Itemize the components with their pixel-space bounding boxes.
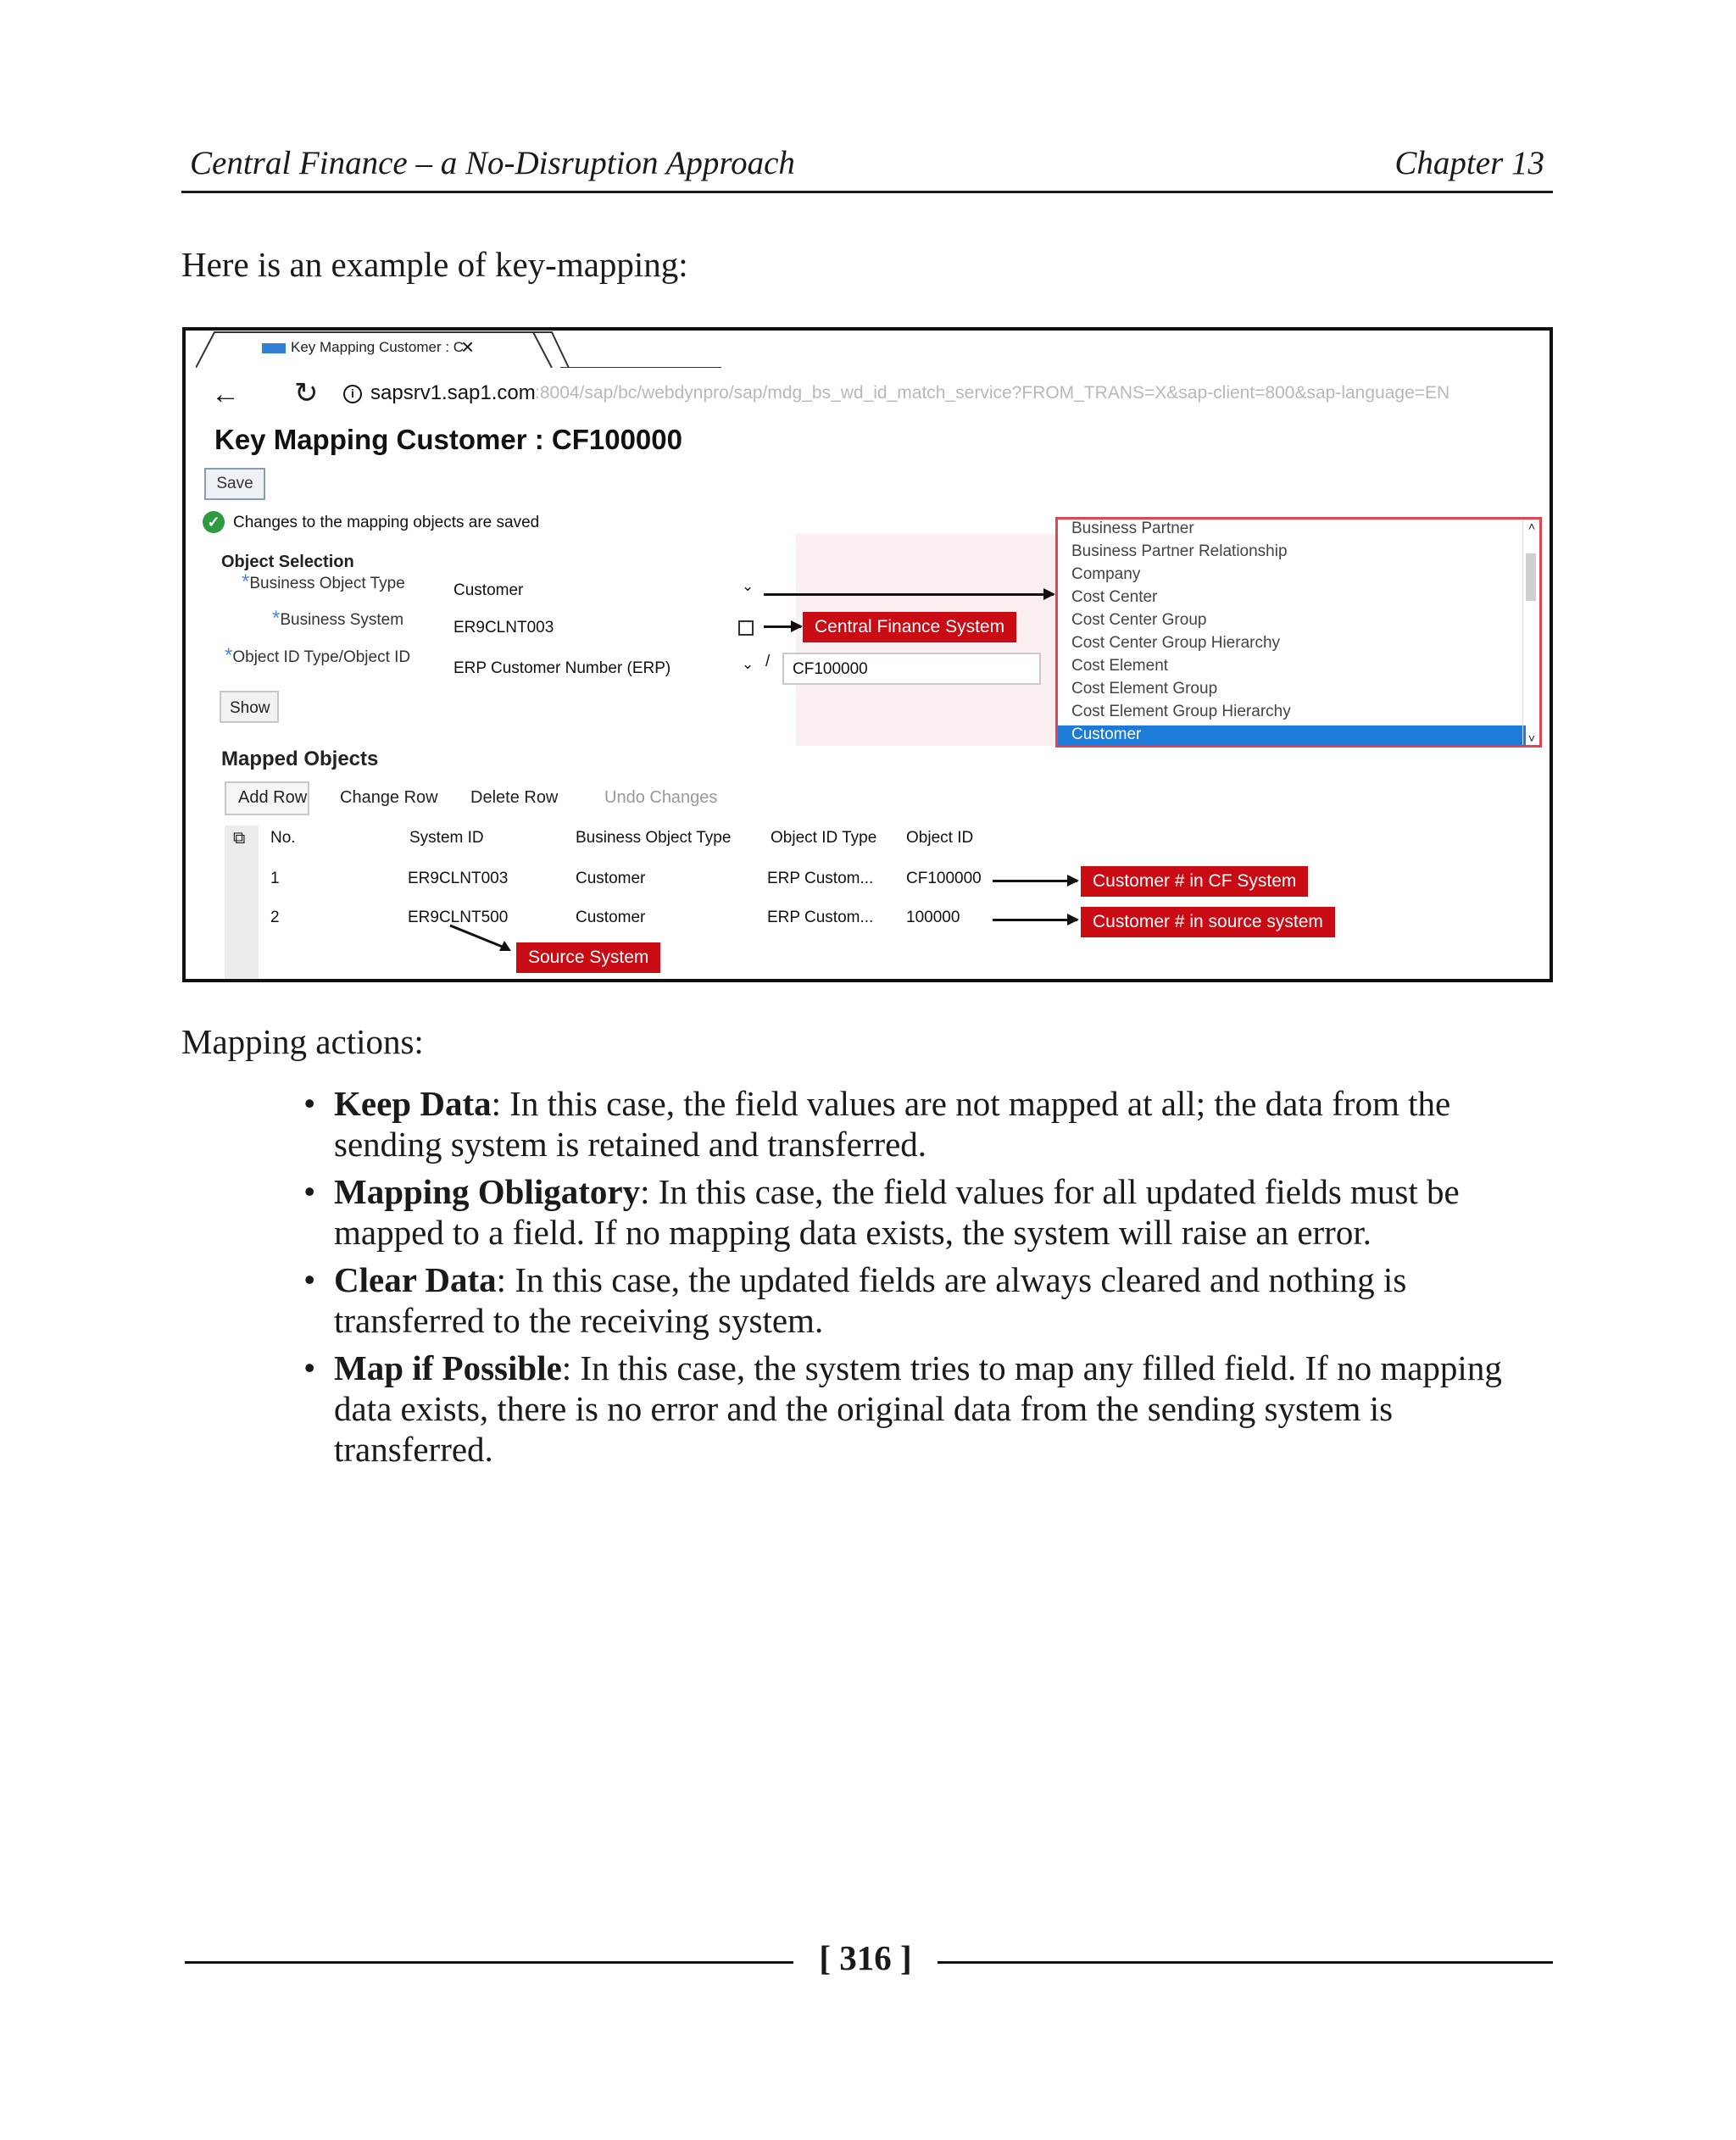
page-header — [181, 142, 1553, 193]
arrow-to-cf-callout — [764, 625, 801, 628]
customer-cf-callout: Customer # in CF System — [1081, 866, 1308, 897]
reload-icon[interactable]: ↻ — [294, 377, 319, 409]
mapping-actions-list — [303, 1083, 1558, 1476]
required-asterisk-icon: * — [242, 570, 250, 593]
action-term: Mapping Obligatory — [334, 1172, 641, 1211]
info-icon[interactable]: i — [343, 385, 362, 403]
table-cell[interactable]: Customer — [576, 909, 646, 926]
table-cell[interactable]: 1 — [270, 870, 280, 887]
app-title: Key Mapping Customer : CF100000 — [214, 424, 682, 455]
checkmark-icon: ✓ — [203, 511, 225, 533]
dropdown-option[interactable]: Cost Element Group Hierarchy — [1071, 703, 1291, 720]
dropdown-option[interactable]: Business Partner Relationship — [1071, 542, 1288, 560]
action-description: : In this case, the system tries to map any filled field. If no mapping data exists, there is no error and the original data from the sending system is transferred. — [334, 1348, 1502, 1469]
dropdown-option[interactable]: Cost Element — [1071, 657, 1169, 675]
arrow-to-cf-customer-callout — [993, 880, 1077, 882]
column-header-object-id[interactable]: Object ID — [906, 829, 974, 847]
action-description: : In this case, the field values are not mapped at all; the data from the sending system is retained and transferred. — [334, 1084, 1451, 1164]
page-number: [ 316 ] — [819, 1938, 912, 1977]
object-selection-title: Object Selection — [221, 553, 354, 571]
column-header-system-id[interactable]: System ID — [409, 829, 484, 847]
action-description: : In this case, the field values for all updated fields must be mapped to a field. If no mapping data exists, the system will raise an error. — [334, 1172, 1460, 1252]
object-id-type-label: *Object ID Type/Object ID — [225, 644, 411, 667]
mapped-objects-title: Mapped Objects — [221, 748, 379, 770]
arrow-to-dropdown — [764, 593, 1054, 596]
dropdown-option-selected[interactable]: Customer — [1058, 725, 1526, 746]
chapter-label: Chapter 13 — [1394, 145, 1544, 181]
list-item — [303, 1171, 1558, 1253]
footer-rule-left — [185, 1961, 793, 1964]
source-system-callout: Source System — [516, 942, 660, 973]
dropdown-option[interactable]: Cost Center Group Hierarchy — [1071, 634, 1281, 652]
delete-row-button[interactable]: Delete Row — [470, 788, 559, 807]
back-arrow-icon[interactable]: ← — [211, 378, 240, 410]
action-term: Keep Data — [334, 1084, 492, 1123]
column-header-business-object-type[interactable]: Business Object Type — [576, 829, 732, 847]
url-path[interactable]: :8004/sap/bc/webdynpro/sap/mdg_bs_wd_id_match_service?FROM_TRANS=X&sap-client=800&sap-language=EN — [535, 383, 1450, 403]
select-all-icon[interactable]: ⧉ — [233, 829, 246, 848]
arrow-to-source-system-callout — [448, 924, 516, 958]
table-cell[interactable]: CF100000 — [906, 870, 982, 887]
business-object-type-label: *Business Object Type — [242, 570, 405, 593]
chevron-up-icon[interactable]: ˄ — [1527, 520, 1535, 533]
business-object-type-dropdown[interactable] — [1055, 517, 1542, 748]
list-item — [303, 1348, 1558, 1470]
chevron-down-icon[interactable]: ⌄ — [742, 656, 754, 672]
dropdown-scrollbar[interactable] — [1522, 520, 1538, 745]
customer-source-callout: Customer # in source system — [1081, 907, 1335, 937]
sap-logo-icon — [262, 343, 286, 353]
list-item — [303, 1259, 1558, 1341]
column-header-object-id-type[interactable]: Object ID Type — [771, 829, 877, 847]
table-cell[interactable]: ER9CLNT500 — [408, 909, 509, 926]
list-item — [303, 1083, 1558, 1164]
add-row-button[interactable]: Add Row — [238, 788, 308, 807]
required-asterisk-icon: * — [272, 607, 281, 630]
browser-tab-bar — [186, 331, 1550, 368]
arrow-to-source-customer-callout — [993, 919, 1077, 921]
table-cell[interactable]: ER9CLNT003 — [408, 870, 509, 887]
scrollbar-thumb[interactable] — [1526, 553, 1536, 601]
dropdown-option[interactable]: Cost Center Group — [1071, 611, 1207, 629]
success-message: Changes to the mapping objects are saved — [233, 514, 540, 531]
business-object-type-value[interactable]: Customer — [453, 581, 524, 599]
table-cell[interactable]: Customer — [576, 870, 646, 887]
undo-changes-button[interactable]: Undo Changes — [604, 788, 718, 807]
table-cell[interactable]: 100000 — [906, 909, 960, 926]
table-cell[interactable]: ERP Custom... — [767, 870, 874, 887]
object-id-input[interactable]: CF100000 — [782, 653, 1041, 685]
business-system-label: *Business System — [272, 607, 404, 630]
dropdown-option[interactable]: Company — [1071, 565, 1141, 583]
separator-slash: / — [765, 653, 771, 670]
action-term: Map if Possible — [334, 1348, 562, 1387]
column-header-no[interactable]: No. — [270, 829, 296, 847]
show-button[interactable]: Show — [220, 691, 279, 723]
row-selector-column — [225, 825, 259, 982]
close-icon[interactable]: × — [461, 334, 475, 359]
save-button[interactable]: Save — [204, 468, 265, 500]
mapping-actions-title: Mapping actions: — [181, 1022, 424, 1061]
value-help-icon[interactable] — [738, 620, 754, 636]
address-bar — [186, 375, 1550, 415]
intro-text: Here is an example of key-mapping: — [181, 245, 688, 284]
dropdown-option[interactable]: Cost Element Group — [1071, 680, 1218, 698]
action-description: : In this case, the updated fields are always cleared and nothing is transferred to the receiving system. — [334, 1260, 1407, 1340]
dropdown-option[interactable]: Business Partner — [1071, 520, 1194, 537]
object-id-type-value[interactable]: ERP Customer Number (ERP) — [453, 659, 671, 677]
book-title: Central Finance – a No-Disruption Approach — [190, 145, 795, 181]
action-term: Clear Data — [334, 1260, 497, 1299]
table-cell[interactable]: ERP Custom... — [767, 909, 874, 926]
url-host[interactable]: sapsrv1.sap1.com — [370, 381, 536, 404]
browser-tab[interactable] — [262, 339, 464, 356]
dropdown-option[interactable]: Cost Center — [1071, 588, 1158, 606]
table-cell[interactable]: 2 — [270, 909, 280, 926]
change-row-button[interactable]: Change Row — [340, 788, 438, 807]
chevron-down-icon[interactable]: ˅ — [1527, 731, 1535, 745]
required-asterisk-icon: * — [225, 644, 233, 667]
chevron-down-icon[interactable]: ⌄ — [742, 578, 754, 594]
key-mapping-screenshot — [182, 327, 1553, 982]
business-system-value[interactable]: ER9CLNT003 — [453, 619, 554, 636]
central-finance-system-callout: Central Finance System — [803, 612, 1016, 642]
footer-rule-right — [938, 1961, 1553, 1964]
tab-title-text: Key Mapping Customer : C — [291, 339, 465, 355]
